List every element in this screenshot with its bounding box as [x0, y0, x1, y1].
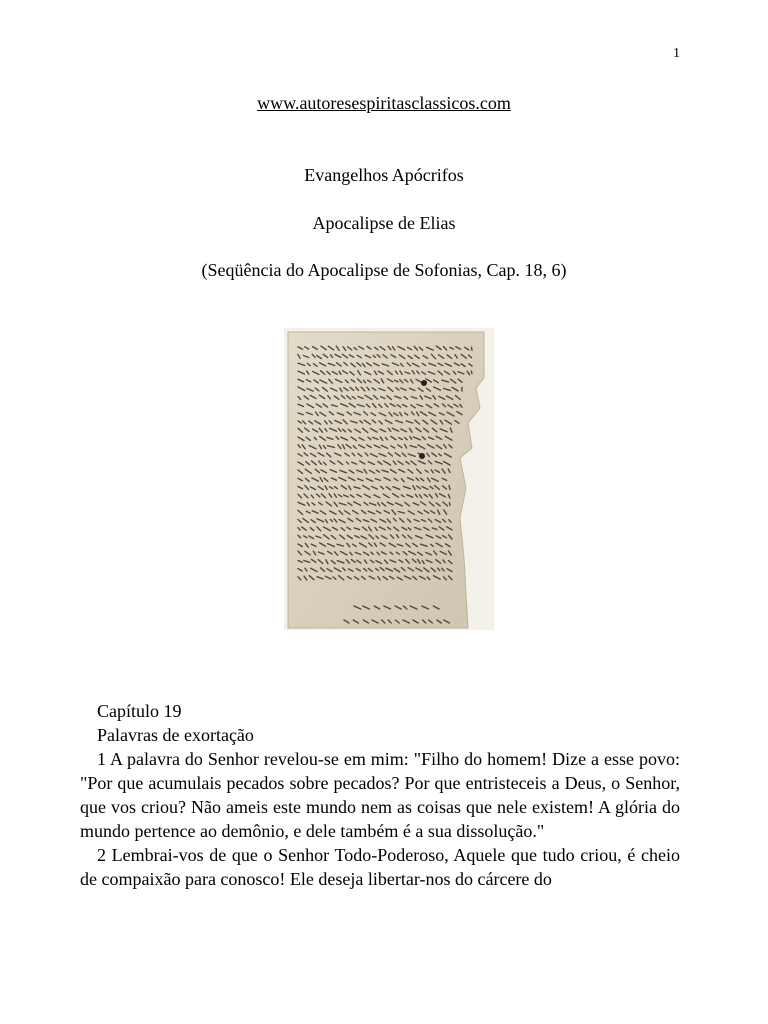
manuscript-stroke	[449, 486, 450, 490]
chapter-subtitle: Palavras de exortação	[97, 725, 254, 745]
paragraph-1: 1 A palavra do Senhor revelou-se em mim: "Filho do homem! Dize a esse povo: "Por que acumulais pecados sobre pecados? Por que entristeceis a Deus, o Senhor, que vos criou? Não ameis este mundo nem as coisas que nele existem! A glória do mundo pertence ao demônio, e dele também é a sua dissolução."	[80, 749, 680, 841]
collection-title: Evangelhos Apócrifos	[304, 165, 464, 185]
papyrus-manuscript-image	[284, 328, 494, 630]
site-link[interactable]: www.autoresespiritasclassicos.com	[257, 93, 511, 113]
chapter-body	[80, 699, 680, 891]
manuscript-stroke	[449, 503, 450, 506]
page-number: 1	[673, 46, 680, 61]
manuscript-stroke	[471, 371, 472, 374]
chapter-title: Capítulo 19	[97, 701, 182, 721]
book-title: Apocalipse de Elias	[312, 213, 456, 233]
manuscript-stroke	[472, 347, 473, 350]
paragraph-2: 2 Lembrai-vos de que o Senhor Todo-Poderoso, Aquele que tudo criou, é cheio de compaixão para conosco! Ele deseja libertar-nos do cárcere do	[80, 845, 680, 889]
sequence-note: (Seqüência do Apocalipse de Sofonias, Cap. 18, 6)	[201, 260, 567, 280]
